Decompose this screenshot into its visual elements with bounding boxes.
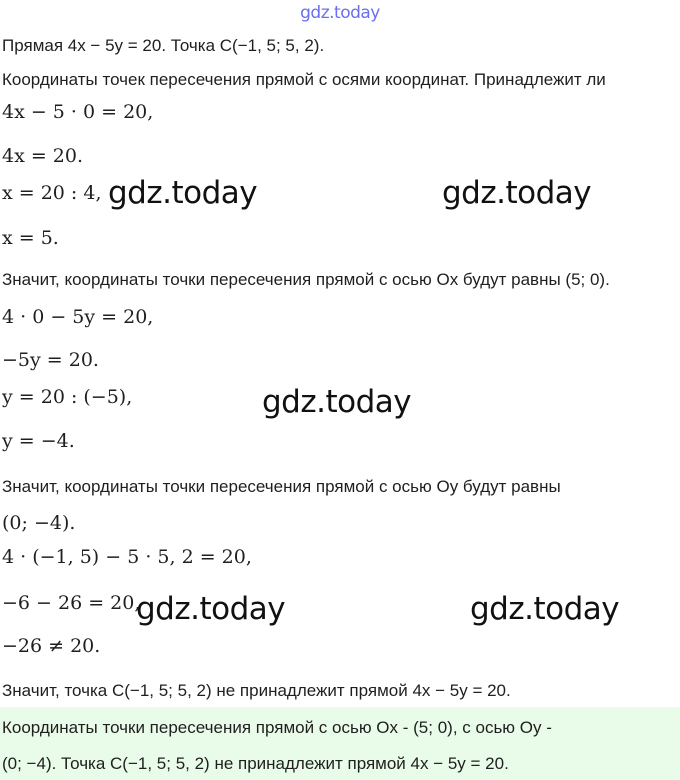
watermark-top: gdz.today [300,3,380,23]
math-line: (0; −4). [2,512,76,534]
text-line: Значит, координаты точки пересечения прямой с осью Oy будут равны [2,477,561,496]
watermark: gdz.today [108,175,258,211]
problem-statement: Прямая 4x − 5y = 20. Точка C(−1, 5; 5, 2). [2,36,325,55]
watermark: gdz.today [136,591,286,627]
math-line: 4x = 20. [2,145,84,167]
math-line: y = 20 : (−5), [2,386,133,408]
math-line: x = 20 : 4, [2,182,102,204]
watermark: gdz.today [470,591,620,627]
math-line: y = −4. [2,430,75,452]
watermark: gdz.today [262,384,412,420]
watermark: gdz.today [442,175,592,211]
text-line: Координаты точек пересечения прямой с осями координат. Принадлежит ли [2,70,606,89]
math-line: 4 · 0 − 5y = 20, [2,306,154,328]
math-line: −26 ≠ 20. [2,635,101,657]
math-line: 4x − 5 · 0 = 20, [2,101,154,123]
math-line: −5y = 20. [2,349,99,371]
text-line: Значит, координаты точки пересечения прямой с осью Ox будут равны (5; 0). [2,270,610,289]
conclusion-line: Значит, точка C(−1, 5; 5, 2) не принадлежит прямой 4x − 5y = 20. [2,681,511,700]
math-line: −6 − 26 = 20, [2,592,141,614]
answer-line: Координаты точки пересечения прямой с осью Ox - (5; 0), с осью Oy - [2,718,552,737]
math-line: x = 5. [2,227,59,249]
math-line: 4 · (−1, 5) − 5 · 5, 2 = 20, [2,546,252,568]
answer-line: (0; −4). Точка C(−1, 5; 5, 2) не принадлежит прямой 4x − 5y = 20. [2,754,509,773]
